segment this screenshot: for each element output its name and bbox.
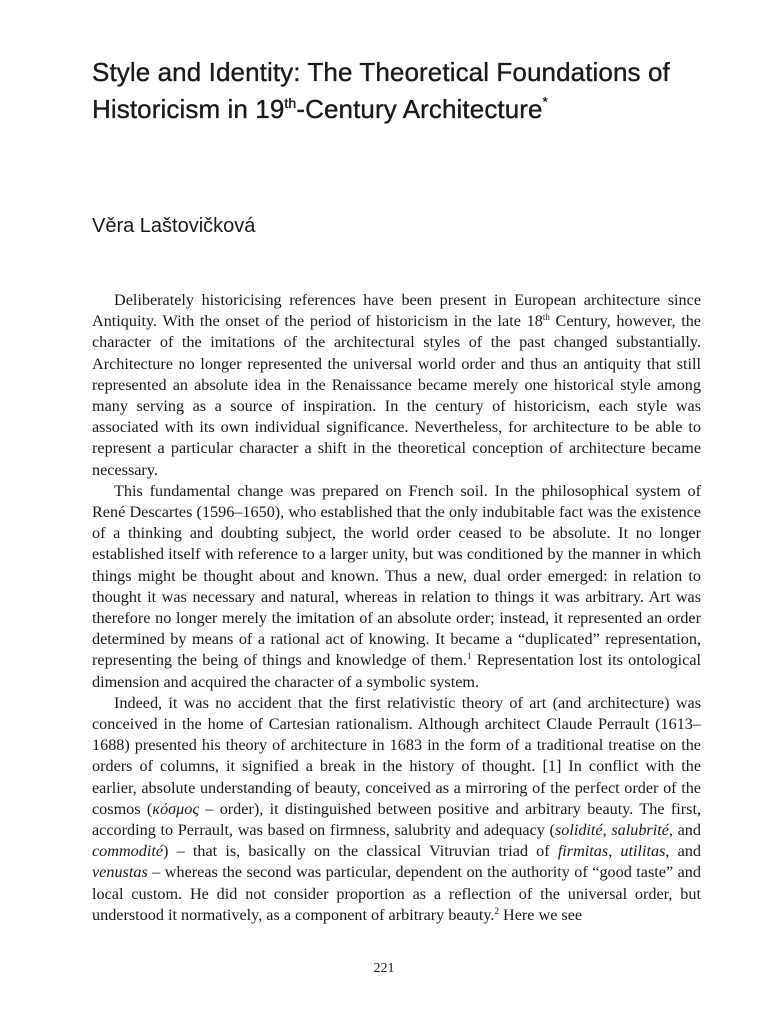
italic-term-commodite: commodité	[92, 842, 164, 861]
page-number: 221	[373, 961, 395, 976]
italic-term-firmitas: firmitas	[557, 842, 609, 861]
paragraph-3-text-e: ) – that is, basically on the classical Vitruvian triad of	[163, 842, 558, 861]
footnote-ref-2: 2	[494, 905, 499, 916]
paragraph-2	[92, 481, 701, 693]
paragraph-3-text-f: ,	[608, 842, 621, 861]
paragraph-2-text-a: This fundamental change was prepared on French soil. In the philosophical system of René Descartes (1596–1650), who established that the only indubitable fact was the existence of a thinking and doubting subject, the world order ceased to be absolute. It no longer established itself with reference to a larger unity, but was conditioned by the manner in which things might be thought about and known. Thus a new, dual order emerged: in relation to thought it was necessary and natural, whereas in relation to things it was arbitrary. Art was therefore no longer merely the imitation of an absolute order; instead, it represented an order determined by means of a rational act of knowing. It became a “duplicated” representation, representing the being of things and knowledge of them.	[92, 481, 701, 670]
title-superscript: th	[284, 95, 297, 111]
paragraph-3-text-h: – whereas the second was particular, dependent on the authority of “good taste” and local custom. He did not consider proportion as a reflection of the universal order, but understood it normatively, as a component of arbitrary beauty.	[92, 863, 701, 924]
paragraph-1-text-b: Century, however, the character of the imitations of the architectural styles of the past changed substantially. Architecture no longer represented the universal world order and thus an antiquity that still represented an absolute idea in the Renaissance became merely one historical style among many serving as a source of inspiration. In the century of historicism, each style was associated with its own individual significance. Nevertheless, for architecture to be able to represent a particular character a shift in the theoretical conception of architecture became necessary.	[92, 312, 701, 479]
italic-term-salubrite: salubrité	[611, 821, 669, 840]
paragraph-1-superscript: th	[542, 312, 550, 323]
paragraph-3-text-d: , and	[668, 821, 701, 840]
paragraph-1-text-a: Deliberately historicising references have been present in European architecture since Antiquity. With the onset of the period of historicism in the late 18	[92, 291, 701, 331]
paragraph-2-text-b: Representation lost its ontological dimension and acquired the character of a symbolic system.	[92, 651, 701, 691]
greek-term: κόσμος	[152, 799, 199, 818]
italic-term-venustas: venustas	[92, 863, 148, 882]
title-text-part2: -Century Architecture	[296, 94, 543, 124]
article-body	[92, 290, 701, 926]
article-title	[92, 54, 712, 128]
italic-term-solidite: solidité	[554, 821, 603, 840]
paragraph-3-text-c: ,	[602, 821, 612, 840]
paragraph-1	[92, 290, 701, 481]
paragraph-3-text-g: , and	[665, 842, 702, 861]
italic-term-utilitas: utilitas	[620, 842, 666, 861]
title-text-part1: Style and Identity: The Theoretical Foundations of Historicism in 19	[92, 57, 670, 124]
title-footnote-mark: *	[542, 94, 548, 109]
paragraph-3-text-a: Indeed, it was no accident that the first relativistic theory of art (and architecture) was conceived in the home of Cartesian rationalism. Although architect Claude Perrault (1613–1688) presented his theory of architecture in 1683 in the form of a traditional treatise on the orders of columns, it signified a break in the history of thought. [1] In conflict with the earlier, absolute understanding of beauty, conceived as a mirroring of the perfect order of the cosmos (	[92, 693, 701, 818]
paragraph-3	[92, 693, 701, 926]
paragraph-3-text-i: Here we see	[498, 905, 583, 924]
paragraph-3-text-b: – order), it distinguished between positive and arbitrary beauty. The first, according to Perrault, was based on firmness, salubrity and adequacy (	[92, 799, 701, 840]
footnote-ref-1: 1	[466, 651, 472, 662]
author-name: Věra Laštovičková	[92, 215, 256, 237]
